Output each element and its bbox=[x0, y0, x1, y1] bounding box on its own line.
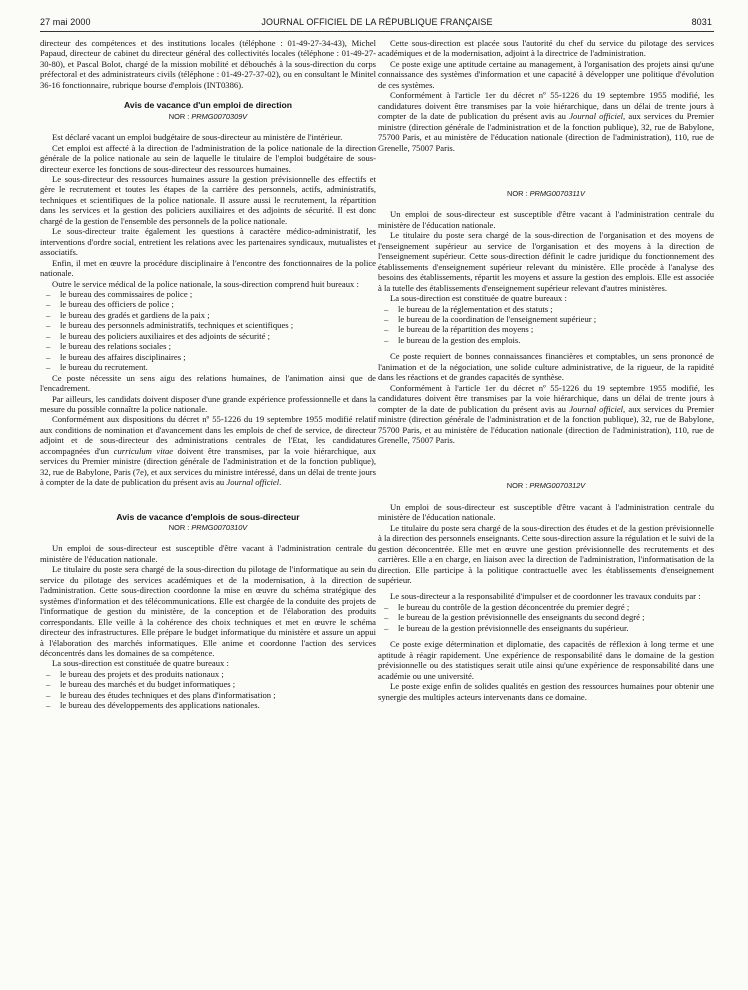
nor-code: PRMG0070309V bbox=[191, 111, 248, 121]
nor-label: NOR : bbox=[168, 111, 192, 121]
intro-paragraph: directeur des compétences et des institutions locales (téléphone : 01-49-27-34-43), Michel Papaud, directeur de cabinet du directeur général des collectivités locales (téléphone : 01-49-27-30-80), et Pascal Bolot, chargé de la mission mobilité et débouchés à la sous-direction du corps préfectoral et des administrateurs civils (téléphone : 01-49-27-37-02), ou en consultant le Minitel 36-16 fonctionnaire, rubrique bourse d'emplois (INT0386). bbox=[40, 38, 376, 90]
list-item: – le bureau des gradés et gardiens de la paix ; bbox=[40, 310, 376, 320]
list-item: – le bureau des policiers auxiliaires et des adjoints de sécurité ; bbox=[40, 331, 376, 341]
section2-paragraph: Le titulaire du poste sera chargé de la sous-direction de l'organisation et des moyens de l'enseignement supérieur au service de l'organisation et des moyens à la direction de l'enseignement supérieur. Cette sous-direction définit le cadre juridique du fonctionnement des établissements d'enseignement supérieur relevant du ministère. Elle procède à l'analyse des besoins des établissements, répartit les moyens et assure la gestion des emplois. Elle est associée à la tutelle des établissements d'enseignement supérieur relevant d'autres ministères. bbox=[378, 230, 714, 293]
avis1-paragraph: Le sous-directeur traite également les questions à caractère médico-administratif, les interventions d'ordre social, entretient les relations avec les partenaires syndicaux, mutualistes et associatifs. bbox=[40, 226, 376, 258]
journal-officiel-term: Journal officiel bbox=[569, 111, 624, 122]
list-item: – le bureau des affaires disciplinaires ; bbox=[40, 352, 376, 362]
text-run: , aux services du Premier ministre (direction générale de l'administration et de la fonction publique), 32, rue de Babylone, 75700 Paris, et au ministère de l'éducation nationale (direction de l'administration), 110, rue de Grenelle, 75007 Paris. bbox=[378, 403, 714, 445]
list-item: – le bureau des personnels administratifs, techniques et scientifiques ; bbox=[40, 320, 376, 330]
nor-code: PRMG0070310V bbox=[191, 523, 248, 533]
section2-paragraph: Ce poste requiert de bonnes connaissances financières et comptables, un sens prononcé de l'animation et de la négociation, une solide culture administrative, de la rigueur, de la rapidité dans les réactions et de grandes capacités de synthèse. bbox=[378, 351, 714, 383]
nor-code: PRMG0070312V bbox=[529, 481, 586, 491]
list-item: – le bureau de la gestion prévisionnelle des enseignants du second degré ; bbox=[378, 612, 714, 622]
avis2-nor bbox=[40, 523, 376, 533]
avis1-paragraph: Le sous-directeur des ressources humaines assure la gestion prévisionnelle des effectifs et gère le recrutement et toutes les étapes de la carrière des personnels, actifs, administratifs, techniques et scientifiques de la police nationale. Il assure aussi le recrutement, la répartition dans les services et la gestion des policiers auxiliaires et des adjoints de sécurité. Il est donc chargé de la gestion de l'ensemble des personnels de la police nationale. bbox=[40, 173, 376, 226]
section2-bureau-list bbox=[378, 304, 714, 346]
text-run: Conformément à l'article 1er du décret nº 55-1226 du 19 septembre 1955 modifié, les candidatures doivent être transmises par la voie hiérarchique, dans un délai de trente jours à compter de la date de publication du présent avis au bbox=[378, 90, 714, 122]
text-run: . bbox=[279, 477, 282, 488]
nor-label: NOR : bbox=[507, 188, 530, 198]
list-item: – le bureau de la gestion prévisionnelle des enseignants du supérieur. bbox=[378, 623, 714, 633]
avis1-paragraph: Est déclaré vacant un emploi budgétaire de sous-directeur au ministère de l'intérieur. bbox=[52, 132, 343, 143]
section3-paragraph: Le titulaire du poste sera chargé de la sous-direction des études et de la gestion prévisionnelle à la direction des personnels enseignants. Cette sous-direction assure la régulation et le suivi de la gestion déconcentrée. Elle met en œuvre une gestion prévisionnelle des recrutements et des carrières. Elle a en charge, en liaison avec la direction de l'administration, l'informatisation de la direction. Elle participe à la politique contractuelle avec les établissements d'enseignement supérieur. bbox=[378, 522, 715, 586]
avis2-continued-paragraph: Cette sous-direction est placée sous l'autorité du chef du service du pilotage des services académiques et de la modernisation, adjoint à la directrice de l'administration. bbox=[378, 38, 714, 59]
nor-code: PRMG0070311V bbox=[529, 188, 585, 198]
section3-bureau-list bbox=[378, 602, 714, 633]
text-run: , aux services du Premier ministre (direction générale de l'administration et de la fonction publique), 32, rue de Babylone, 75700 Paris, et au ministère de l'éducation nationale (direction de l'administration), 110, rue de Grenelle, 75007 Paris. bbox=[378, 111, 714, 153]
section2-nor bbox=[378, 189, 714, 199]
list-item: – le bureau de la gestion des emplois. bbox=[378, 335, 714, 345]
avis1-paragraph: Enfin, il met en œuvre la procédure disciplinaire à l'encontre des fonctionnaires de la police nationale. bbox=[40, 257, 376, 279]
header-date: 27 mai 2000 bbox=[40, 17, 91, 27]
avis1-paragraph: Par ailleurs, les candidats doivent disposer d'une grande expérience professionnelle et dans la mesure du possible connaître la police nationale. bbox=[40, 393, 376, 414]
section2-decree-paragraph bbox=[378, 383, 714, 446]
avis2-paragraph: Le titulaire du poste sera chargé de la sous-direction du pilotage de l'informatique au sein du service du pilotage des services académiques et de la modernisation, à la direction de l'administration. Cette sous-direction coordonne la mise en œuvre du schéma stratégique des systèmes d'information et des télécommunications. Elle est chargée de la conduite des projets de l'informatique de gestion du ministère, de la conception et de l'élaboration des produits correspondants. Elle veille à la cohérence des choix techniques et met en œuvre le schéma directeur des infrastructures. Elle prépare le budget informatique du ministère et assure un appui à l'élaboration des marchés informatiques. Elle anime et coordonne l'action des services déconcentrés dans les domaines de sa compétence. bbox=[40, 564, 376, 659]
avis1-nor bbox=[40, 112, 376, 122]
header-journal-title: JOURNAL OFFICIEL DE LA RÉPUBLIQUE FRANÇAISE bbox=[261, 17, 493, 27]
list-item: – le bureau des projets et des produits nationaux ; bbox=[40, 669, 376, 679]
avis1-decree-paragraph bbox=[40, 414, 376, 487]
list-item: – le bureau du contrôle de la gestion déconcentrée du premier degré ; bbox=[378, 602, 714, 612]
avis1-paragraph: Outre le service médical de la police nationale, la sous-direction comprend huit bureaux : bbox=[52, 278, 359, 289]
section3-paragraph: Le poste exige enfin de solides qualités en gestion des ressources humaines pour obtenir une synergie des multiples acteurs intervenants dans ce domaine. bbox=[378, 681, 714, 702]
avis2-title: Avis de vacance d'emplois de sous-directeur bbox=[116, 511, 300, 522]
avis2-continued-paragraph: Ce poste exige une aptitude certaine au management, à l'organisation des projets ainsi qu'une connaissance des systèmes d'information et une capacité à développer une politique d'évolution de ces systèmes. bbox=[378, 58, 714, 90]
avis2-decree-paragraph bbox=[378, 90, 714, 153]
avis1-bureau-list bbox=[40, 289, 376, 373]
avis1-title: Avis de vacance d'un emploi de direction bbox=[124, 100, 292, 111]
section2-paragraph: Un emploi de sous-directeur est susceptible d'être vacant à l'administration centrale du ministère de l'éducation nationale. bbox=[378, 209, 714, 230]
page-header bbox=[40, 15, 714, 32]
journal-officiel-term: Journal officiel bbox=[569, 403, 624, 414]
right-column bbox=[378, 38, 714, 702]
list-item: – le bureau des relations sociales ; bbox=[40, 341, 376, 351]
curriculum-vitae-term: curriculum vitae bbox=[113, 445, 174, 456]
list-item: – le bureau des développements des applications nationales. bbox=[40, 700, 376, 710]
list-item: – le bureau des commissaires de police ; bbox=[40, 289, 376, 299]
nor-label: NOR : bbox=[506, 481, 530, 491]
avis2-paragraph: La sous-direction est constituée de quatre bureaux : bbox=[52, 658, 229, 669]
nor-label: NOR : bbox=[168, 523, 192, 533]
section3-nor bbox=[378, 481, 714, 491]
list-item: – le bureau de la répartition des moyens ; bbox=[378, 324, 714, 334]
text-run: Conformément à l'article 1er du décret nº 55-1226 du 19 septembre 1955 modifié, les candidatures doivent être transmises par la voie hiérarchique, dans un délai de trente jours à compter de la date de publication du présent avis au bbox=[378, 382, 714, 414]
list-item: – le bureau de la réglementation et des statuts ; bbox=[378, 304, 714, 314]
list-item: – le bureau des officiers de police ; bbox=[40, 299, 376, 309]
list-item: – le bureau des études techniques et des plans d'informatisation ; bbox=[40, 690, 376, 700]
text-run: Conformément aux dispositions du décret nº 55-1226 du 19 septembre 1955 modifié relatif aux conditions de nomination et d'avancement dans les emplois de chef de service, de directeur adjoint et de sous-directeur des administrations centrales de l'Etat, les candidatures accompagnées d'un bbox=[40, 414, 376, 456]
section2-paragraph: La sous-direction est constituée de quatre bureaux : bbox=[390, 293, 567, 304]
list-item: – le bureau des marchés et du budget informatiques ; bbox=[40, 679, 376, 689]
list-item: – le bureau de la coordination de l'enseignement supérieur ; bbox=[378, 314, 714, 324]
section3-paragraph: Le sous-directeur a la responsabilité d'impulser et de coordonner les travaux conduits par : bbox=[390, 591, 701, 602]
avis2-bureau-list bbox=[40, 669, 376, 711]
section3-paragraph: Ce poste exige détermination et diplomatie, des capacités de réflexion à long terme et une aptitude à réagir rapidement. Une expérience de responsabilité dans le domaine de la gestion prévisionnelle ou des statistiques serait utile ainsi qu'une expérience de responsabilité dans une académie ou une université. bbox=[378, 639, 714, 681]
left-column bbox=[40, 38, 376, 711]
text-run: doivent être transmises, par la voie hiérarchique, aux services du Premier ministre (direction générale de l'administration et de la fonction publique), 32, rue de Babylone, Paris (7e), et aux services du ministre intéressé, dans un délai de trente jours à compter de la date de publication du présent avis au bbox=[40, 445, 376, 488]
list-item: – le bureau du recrutement. bbox=[40, 362, 376, 372]
journal-officiel-term: Journal officiel bbox=[226, 477, 280, 488]
avis1-paragraph: Cet emploi est affecté à la direction de l'administration de la police nationale de la direction générale de la police nationale au sein de laquelle le titulaire de l'emploi budgétaire de sous-directeur exerce les fonctions de sous-directeur des ressources humaines. bbox=[40, 142, 376, 174]
avis2-paragraph: Un emploi de sous-directeur est susceptible d'être vacant à l'administration centrale du ministère de l'éducation nationale. bbox=[40, 543, 376, 564]
avis1-paragraph: Ce poste nécessite un sens aigu des relations humaines, de l'animation ainsi que de l'encadrement. bbox=[40, 372, 376, 394]
header-page-number: 8031 bbox=[691, 17, 712, 27]
section3-paragraph: Un emploi de sous-directeur est susceptible d'être vacant à l'administration centrale du ministère de l'éducation nationale. bbox=[378, 501, 714, 523]
